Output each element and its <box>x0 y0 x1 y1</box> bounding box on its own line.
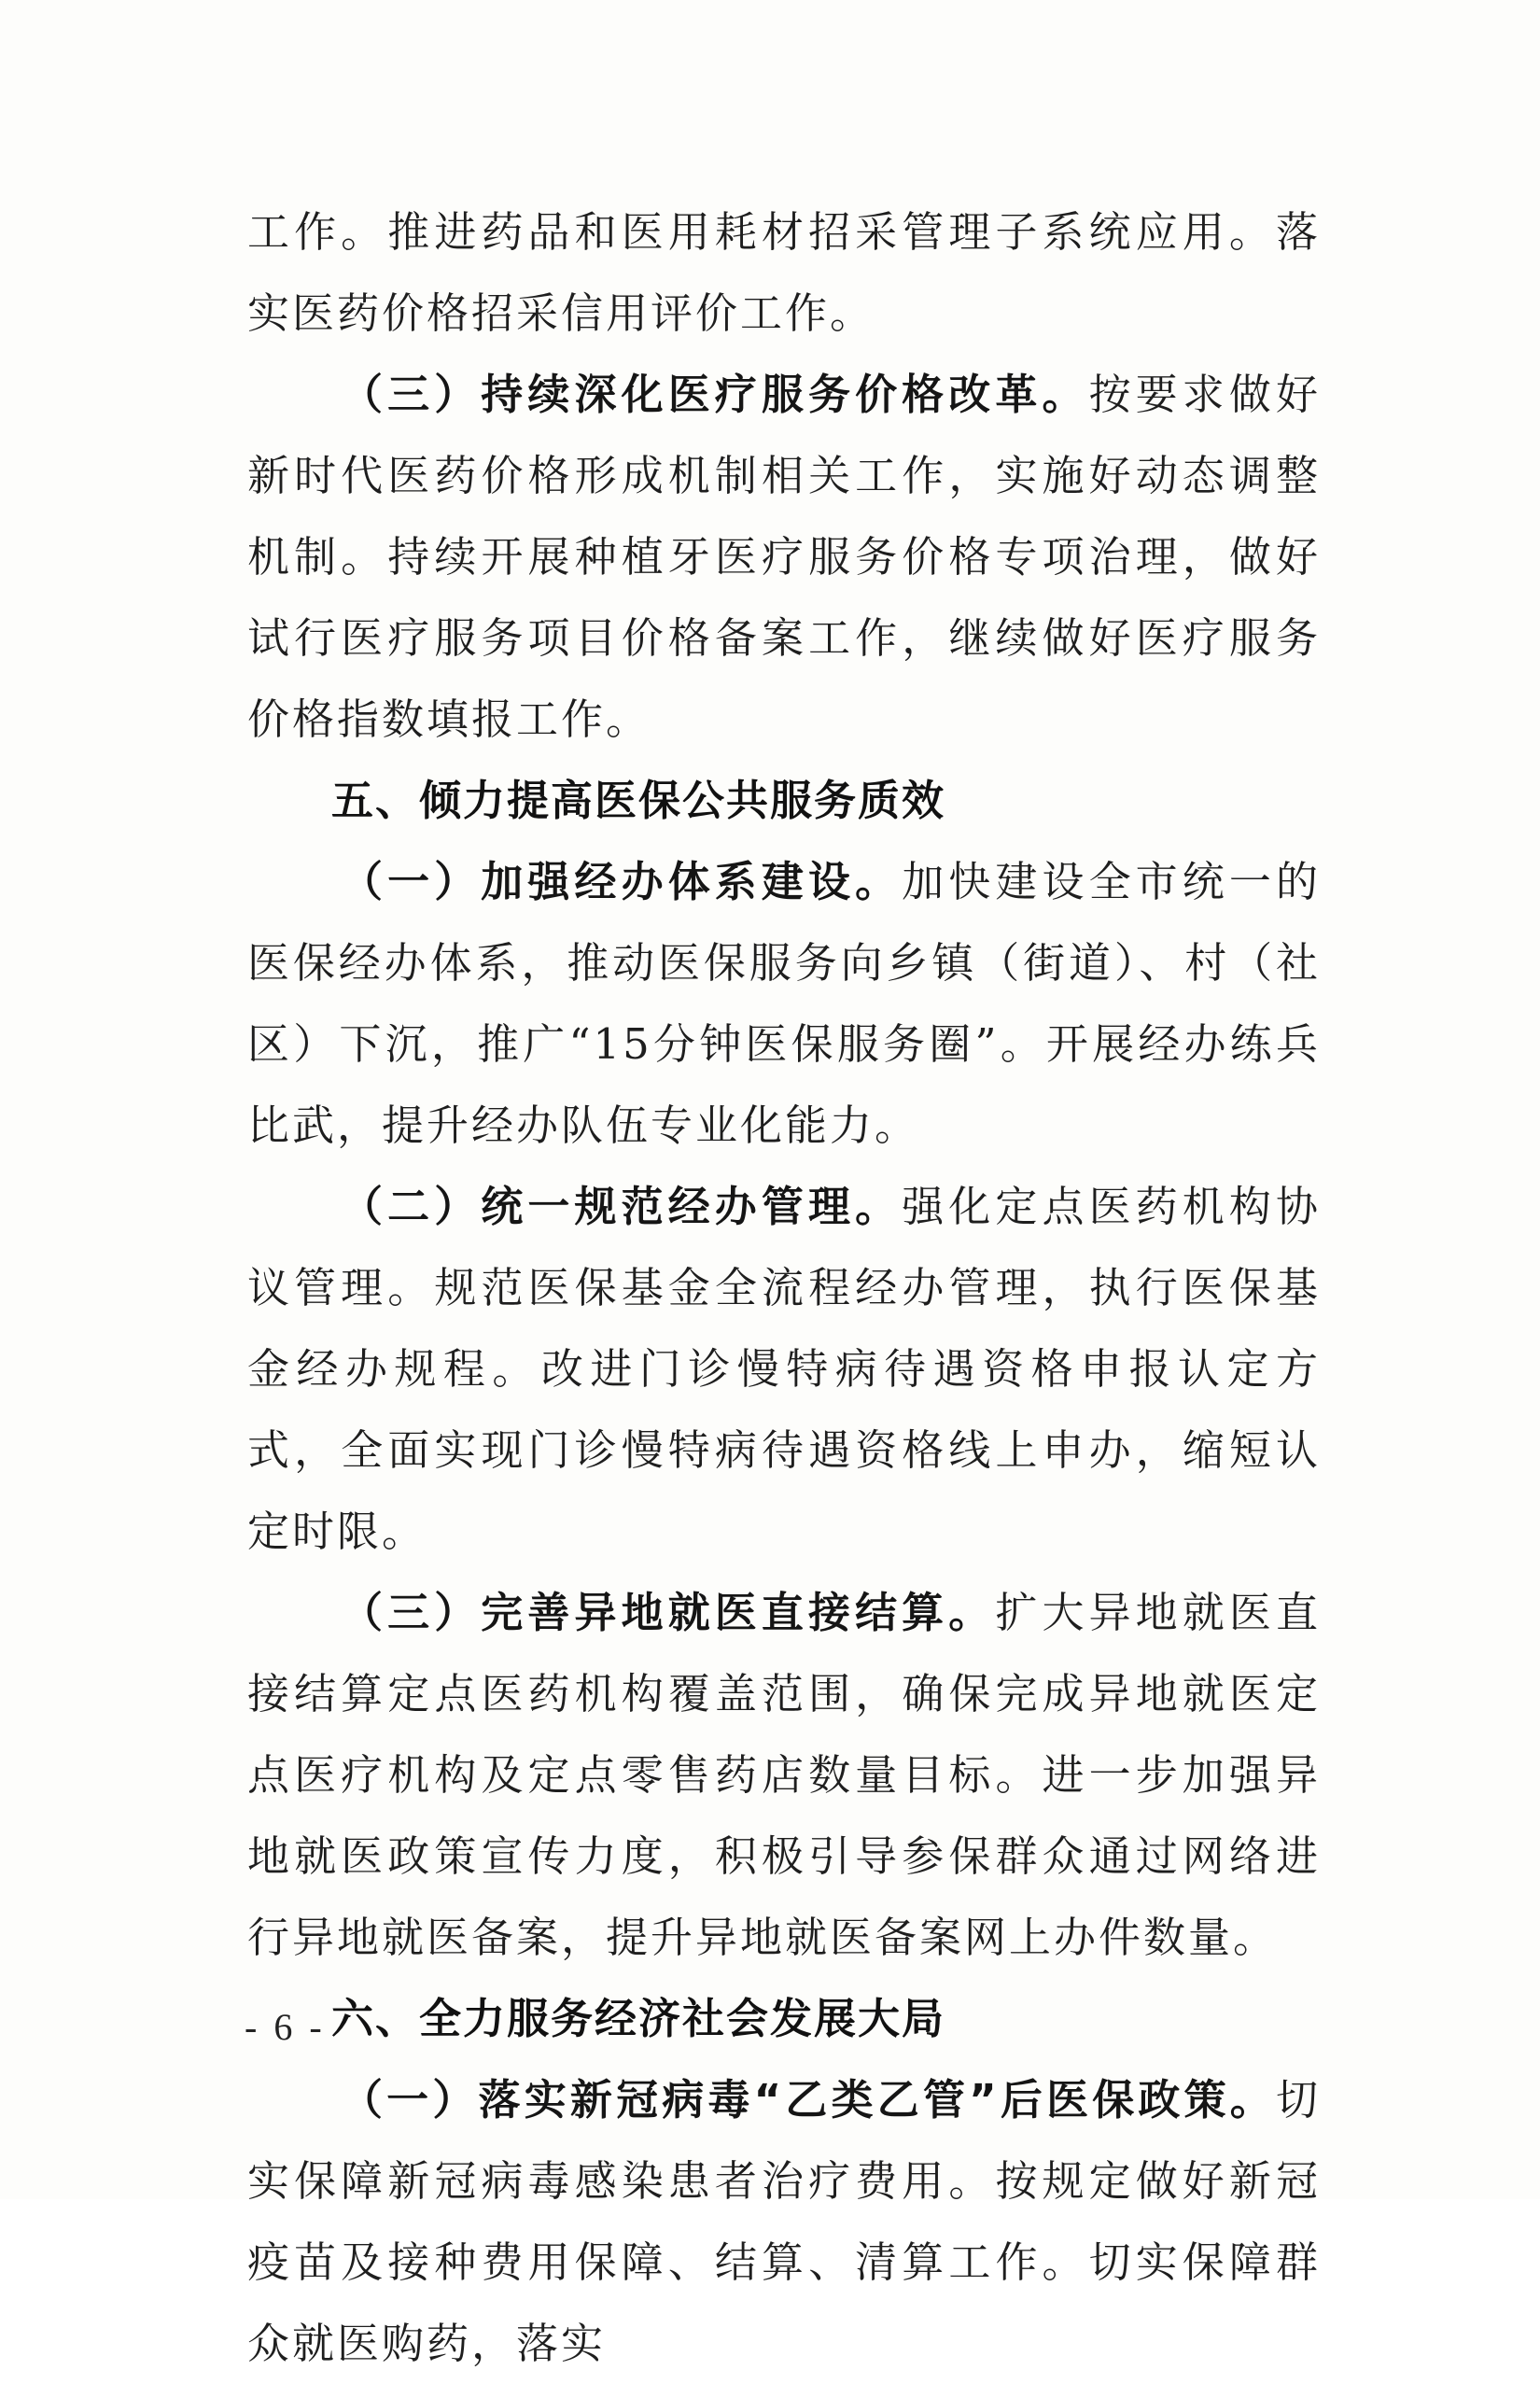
item-paragraph-management <box>247 1166 1321 1572</box>
continuation-paragraph: 工作。推进药品和医用耗材招采管理子系统应用。落实医药价格招采信用评价工作。 <box>247 207 1321 338</box>
document-body <box>247 191 1321 2384</box>
item-title: （三）完善异地就医直接结算。 <box>341 1588 996 1637</box>
item-body: 扩大异地就医直接结算定点医药机构覆盖范围，确保完成异地就医定点医疗机构及定点零售药店数量目标。进一步加强异地就医政策宣传力度，积极引导参保群众通过网络进行异地就医备案，提升异地就医备案网上办件数量。 <box>247 1588 1321 1962</box>
item-title: （二）统一规范经办管理。 <box>341 1182 903 1231</box>
item-title: （三）持续深化医疗服务价格改革。 <box>341 370 1089 419</box>
page-number: - 6 - <box>245 2006 326 2048</box>
item-title: （一）落实新冠病毒“乙类乙管”后医保政策。 <box>341 2075 1276 2125</box>
section-heading-five: 五、倾力提高医保公共服务质效 <box>331 776 946 825</box>
item-body: 按要求做好新时代医药价格形成机制相关工作，实施好动态调整机制。持续开展种植牙医疗服务价格专项治理，做好试行医疗服务项目价格备案工作，继续做好医疗服务价格指数填报工作。 <box>247 370 1321 744</box>
item-body: 强化定点医药机构协议管理。规范医保基金全流程经办管理，执行医保基金经办规程。改进门诊慢特病待遇资格申报认定方式，全面实现门诊慢特病待遇资格线上申办，缩短认定时限。 <box>247 1182 1321 1556</box>
item-paragraph-service-system <box>247 841 1321 1166</box>
item-body: 加快建设全市统一的医保经办体系，推动医保服务向乡镇（街道）、村（社区）下沉，推广“15分钟医保服务圈”。开展经办练兵比武，提升经办队伍专业化能力。 <box>247 857 1321 1150</box>
item-paragraph-price-reform <box>247 354 1321 760</box>
item-title: （一）加强经办体系建设。 <box>341 857 903 906</box>
item-paragraph-covid-policy <box>247 2059 1321 2384</box>
item-paragraph-remote-settlement <box>247 1572 1321 1978</box>
section-heading-six: 六、全力服务经济社会发展大局 <box>331 1994 946 2043</box>
item-body: 切实保障新冠病毒感染患者治疗费用。按规定做好新冠疫苗及接种费用保障、结算、清算工作。切实保障群众就医购药，落实 <box>247 2075 1321 2368</box>
